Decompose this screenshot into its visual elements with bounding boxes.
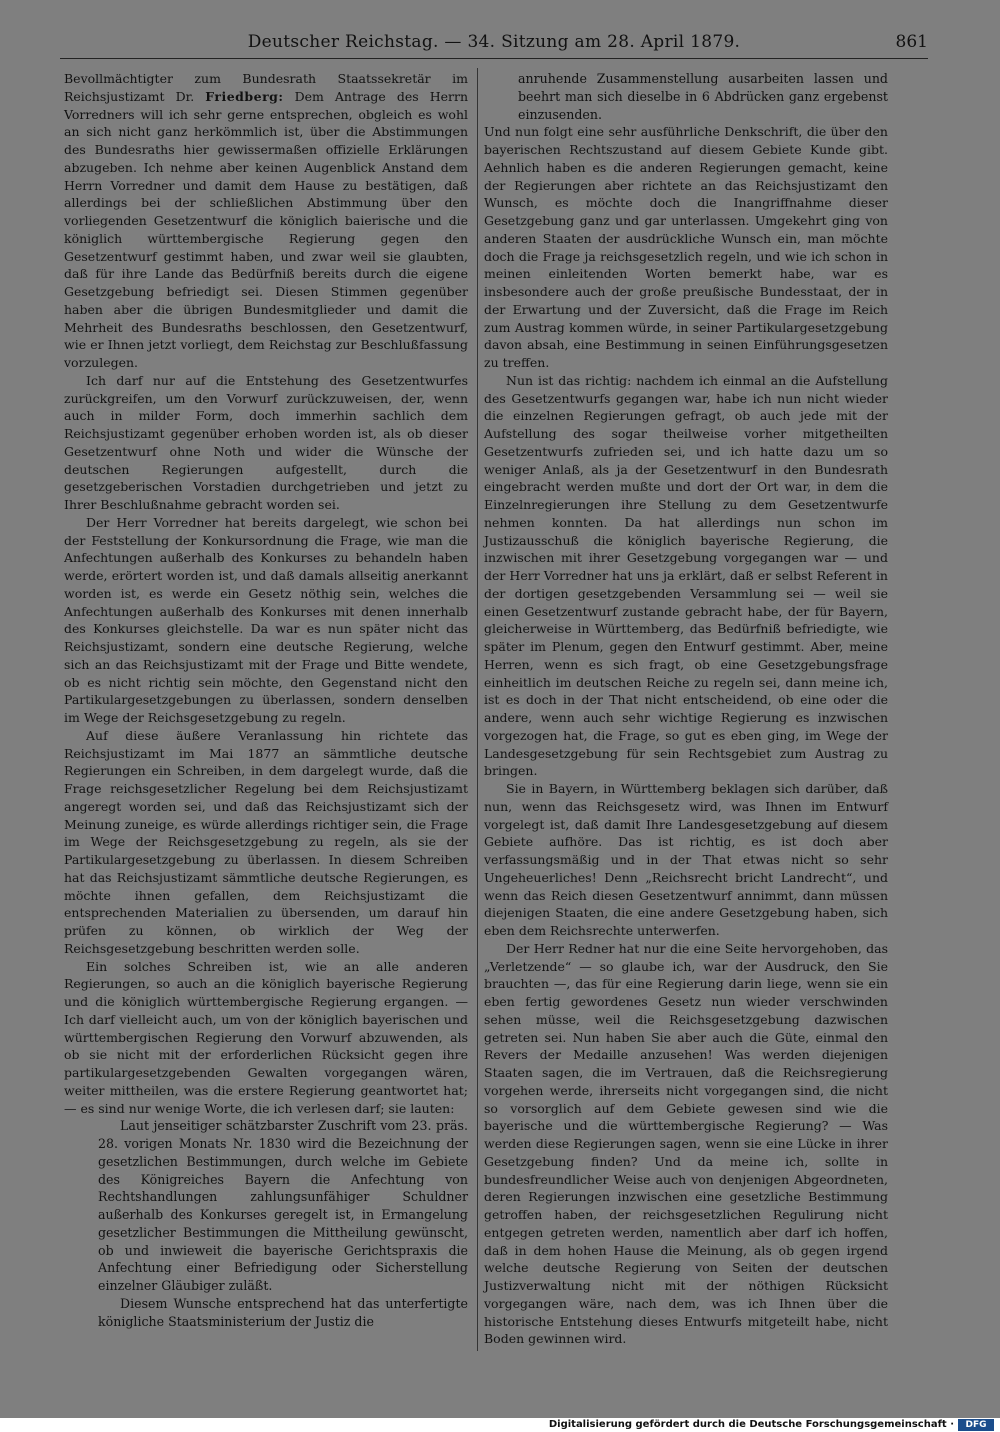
speech-text: Dem Antrage des Herrn Vorredners will ich sehr gerne entsprechen, obgleich es wohl an sich nicht ganz herkömmlich ist, über die Abstimmungen des Bundesraths hier gewissermaßen offizielle Erklärungen abzugeben. Ich nehme aber keinen Augenblick Anstand dem Herrn Vorredner und damit dem Hause zu bestätigen, daß allerdings bei der schließlichen Abstimmung über den vorliegenden Gesetzentwurf die königlich baierische und die königlich württembergische Regierung gegen den Gesetzentwurf gestimmt haben, und zwar weil sie glaubten, daß für ihre Lande das Bedürfniß bereits durch die eigene Gesetzgebung befriedigt sei. Diesen Stimmen gegenüber haben aber die übrigen Bundesmitglieder und damit die Mehrheit des Bundesraths beschlossen, den Gesetzentwurf, wie er Ihnen jetzt vorliegt, dem Reichstag zur Beschlußfassung vorzulegen. <box>64 88 468 370</box>
header-divider <box>60 58 928 59</box>
footer-bar <box>0 1418 1000 1432</box>
column-divider <box>477 68 478 1351</box>
quoted-letter: Diesem Wunsche entsprechend hat das unterfertigte königliche Staatsministerium der Justiz die <box>98 1295 468 1329</box>
paragraph-speaker-intro <box>64 70 468 372</box>
paragraph: Nun ist das richtig: nachdem ich einmal an die Aufstellung des Gesetzentwurfs gegangen war, habe ich nun nicht wieder die einzelnen Regierungen gefragt, ob auch jede mit der Aufstellung des sogar theilweise vorher mitgetheilten Gesetzentwurfs zufrieden sei, und ich hatte dazu um so weniger Anlaß, als ja der Gesetzentwurf in den Bundesrath eingebracht werden mußte und dort der Ort war, in dem die Einzelnregierungen ihre Stellung zu dem Gesetzentwurfe nehmen konnten. Da hat allerdings nun schon im Justizausschuß die königlich bayerische Regierung, die inzwischen mit ihrer Gesetzgebung vorgegangen war — und der Herr Vorredner hat uns ja erklärt, daß er selbst Referent in der dortigen gesetzgebenden Versammlung sei — weil sie einen Gesetzentwurf zustande gebracht habe, der für Bayern, gleicherweise in Württemberg, das Bedürfniß befriedigte, wie später im Plenum, gegen den Entwurf gestimmt. Aber, meine Herren, wenn es sich fragt, ob eine Gesetzgebungsfrage einheitlich im deutschen Reiche zu regeln sei, dann meine ich, ist es doch in der That nicht entscheidend, ob eine oder die andere, wenn auch sehr wichtige Regierung es inzwischen vorgezogen hat, die Frage, so gut es eben ging, im Wege der Landesgesetzgebung für sein Rechtsgebiet zum Austrag zu bringen. <box>484 372 888 779</box>
paragraph: Ein solches Schreiben ist, wie an alle anderen Regierungen, so auch an die königlich bayerische Regierung und die königlich württembergische Regierung ergangen. — Ich darf vielleicht auch, um von der königlich bayerischen und württembergischen Regierung den Vorwurf abzuwenden, als ob sie nicht mit der erforderlichen Rücksicht gegen ihre partikulargesetzgebenden Gewalten vorgegangen wären, weiter mittheilen, was die erstere Regierung geantwortet hat; — es sind nur wenige Worte, die ich verlesen darf; sie lauten: <box>64 958 468 1116</box>
right-column <box>484 70 888 1348</box>
page-header <box>60 30 928 56</box>
paragraph: Ich darf nur auf die Entstehung des Gesetzentwurfes zurückgreifen, um den Vorwurf zurückzuweisen, der, wenn auch in milder Form, doch immerhin sachlich dem Reichsjustizamt gegenüber erhoben worden ist, als ob dieser Gesetzentwurf ohne Noth und wider die Wünsche der deutschen Regierungen aufgestellt, durch die gesetzgeberischen Vorstadien durchgetrieben und jetzt zu Ihrer Beschlußnahme gebracht worden sei. <box>64 372 468 512</box>
funding-notice: Digitalisierung gefördert durch die Deutsche Forschungsgemeinschaft · <box>548 1419 954 1430</box>
paragraph: Der Herr Vorredner hat bereits dargelegt, wie schon bei der Feststellung der Konkursordnung die Frage, wie man die Anfechtungen außerhalb des Konkurses zu behandeln haben werde, erörtert worden ist, und daß damals allseitig anerkannt worden ist, es werde ein Gesetz nöthig sein, welches die Anfechtungen außerhalb des Konkurses mit denen innerhalb des Konkurses gleichstelle. Da war es nun später nicht das Reichsjustizamt, sondern eine deutsche Regierung, welche sich an das Reichsjustizamt mit der Frage und Bitte wendete, ob es nicht richtig sein möchte, den Gegenstand nicht den Partikulargesetzgebungen zu überlassen, sondern denselben im Wege der Reichsgesetzgebung zu regeln. <box>64 514 468 725</box>
paragraph: Der Herr Redner hat nur die eine Seite hervorgehoben, das „Verletzende“ — so glaube ich, war der Ausdruck, den Sie brauchten —, das für eine Regierung darin liege, wenn sie ein eben fertig gewordenes Gesetz nun wieder verschwinden sehen müsse, weil die Reichsgesetzgebung dazwischen getreten sei. Nun haben Sie aber auch die Güte, einmal den Revers der Medaille anzusehen! Was werden diejenigen Staaten sagen, die im Vertrauen, daß die Reichsregierung vorgehen werde, ihrerseits nicht vorgegangen sind, die nicht so vorsorglich auf dem Gebiete gewesen sind wie die bayerische und die württembergische Regierung? — Was werden diese Regierungen sagen, wenn sie eine Lücke in ihrer Gesetzgebung finden? Und da meine ich, sollte in bundesfreundlicher Weise auch von denjenigen Abgeordneten, deren Regierungen inzwischen eine gesetzliche Bestimmung getroffen haben, der reichsgesetzlichen Regulirung nicht entgegen getreten werden, namentlich aber darf ich hoffen, daß in dem hohen Hause die Meinung, als ob gegen irgend welche deutsche Regierung von Seiten der deutschen Justizverwaltung nicht mit der nöthigen Rücksicht vorgegangen wäre, nach dem, was ich Ihnen über die historische Entstehung dieses Entwurfs mitgeteilt habe, nicht Boden gewinnen wird. <box>484 940 888 1347</box>
quoted-letter: Laut jenseitiger schätzbarster Zuschrift vom 23. präs. 28. vorigen Monats Nr. 1830 wird die Bezeichnung der gesetzlichen Bestimmungen, durch welche im Gebiete des Königreiches Bayern die Anfechtung von Rechtshandlungen zahlungsunfähiger Schuldner außerhalb des Konkurses geregelt ist, in Ermangelung gesetzlicher Bestimmungen die Mittheilung gewünscht, ob und inwieweit die bayerische Gerichtspraxis die Anfechtung einer Befriedigung oder Sicherstellung einzelner Gläubiger zuläßt. <box>98 1118 468 1293</box>
paragraph: Und nun folgt eine sehr ausführliche Denkschrift, die über den bayerischen Rechtszustand auf diesem Gebiete Kunde gibt. Aehnlich haben es die anderen Regierungen gemacht, keine der Regierungen aber richtete an das Reichsjustizamt den Wunsch, es möchte doch die Inangriffnahme dieser Gesetzgebung ganz und gar unterlassen. Umgekehrt ging von anderen Staaten der ausdrückliche Wunsch ein, man möchte doch die Frage ja reichsgesetzlich regeln, und wie ich schon in meinen einleitenden Worten bemerkt habe, war es insbesondere auch der große preußische Bundesstaat, der in der Erwartung und der Zuversicht, daß die Frage im Reich zum Austrag kommen würde, in seiner Partikulargesetzgebung davon absah, eine Bestimmung in seinen Einführungsgesetzen zu treffen. <box>484 124 888 370</box>
page-number: 861 <box>895 32 928 52</box>
paragraph: Auf diese äußere Veranlassung hin richtete das Reichsjustizamt im Mai 1877 an sämmtliche deutsche Regierungen ein Schreiben, in dem dargelegt wurde, daß die Frage reichsgesetzlicher Regelung bei dem Reichsjustizamt angeregt worden sei, und daß das Reichsjustizamt sich der Meinung zuneige, es würde allerdings richtiger sein, die Frage im Wege der Reichsgesetzgebung zu regeln, als sie der Partikulargesetzgebung zu überlassen. In diesem Schreiben hat das Reichsjustizamt sämmtliche deutsche Regierungen, es möchte ihnen gefallen, dem Reichsjustizamt die entsprechenden Materialien zu übersenden, um darauf hin prüfen zu können, ob wirklich der Weg der Reichsgesetzgebung beschritten werden solle. <box>64 727 468 956</box>
dfg-logo: DFG <box>958 1419 994 1431</box>
speaker-title: Bevollmächtigter zum Bundesrath Staatssekretär im Reichsjustizamt Dr. <box>64 71 468 104</box>
running-head-title: Deutscher Reichstag. — 34. Sitzung am 28. April 1879. <box>247 32 741 52</box>
speaker-name: Friedberg: <box>205 88 284 104</box>
paragraph: Sie in Bayern, in Württemberg beklagen sich darüber, daß nun, wenn das Reichsgesetz wird, was Ihnen im Entwurf vorgelegt ist, daß damit Ihre Landesgesetzgebung auf diesem Gebiete aufhöre. Das ist richtig, es ist doch aber verfassungsmäßig und in der That etwas nicht so sehr Ungeheuerliches! Denn „Reichsrecht bricht Landrecht“, und wenn das Reich diesen Gesetzentwurf annimmt, dann müssen diejenigen Staaten, die eine andere Gesetzgebung haben, sich eben dem Reichsrechte unterwerfen. <box>484 781 888 938</box>
quoted-letter-continued: anruhende Zusammenstellung ausarbeiten lassen und beehrt man sich dieselbe in 6 Abdrücken ganz ergebenst einzusenden. <box>518 71 888 122</box>
left-column <box>64 70 468 1330</box>
